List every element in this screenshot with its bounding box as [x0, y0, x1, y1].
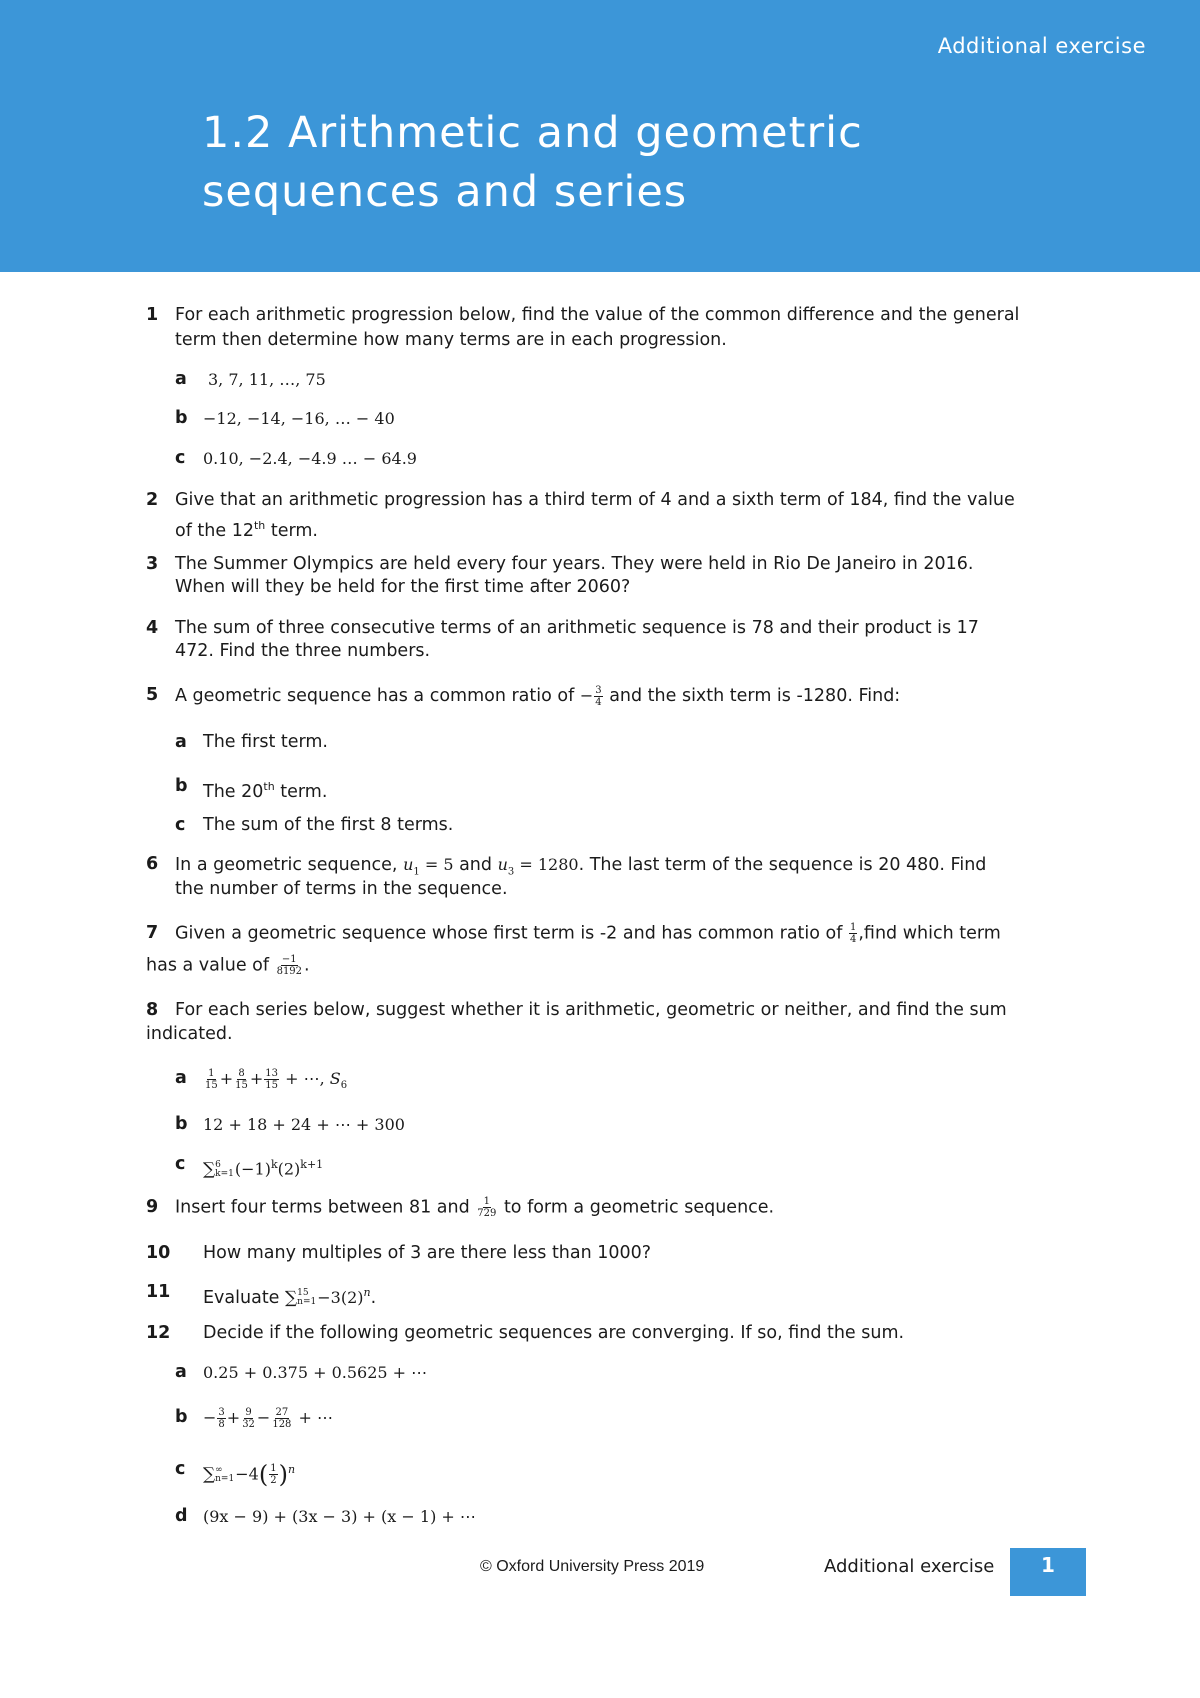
part-label: c: [175, 1459, 186, 1479]
question-number: 7: [146, 923, 159, 943]
math-variable: u: [497, 855, 508, 874]
part-label: a: [175, 732, 187, 752]
math-paren: (: [258, 1460, 269, 1489]
subscript: 6: [340, 1080, 348, 1092]
part-math: 12 + 18 + 24 + ⋯ + 300: [203, 1115, 405, 1134]
fraction-denominator: 4: [595, 696, 602, 708]
fraction: [476, 1196, 497, 1219]
part-label: c: [175, 815, 186, 835]
question-text: For each series below, suggest whether it is arithmetic, geometric or neither, and find the sum: [175, 1000, 1007, 1020]
fraction-numerator: 1: [849, 922, 857, 933]
text-run: term.: [274, 781, 328, 802]
math-run: + ⋯,: [280, 1069, 330, 1088]
fraction-denominator: 8: [218, 1419, 225, 1430]
fraction-numerator: 9: [245, 1407, 252, 1418]
part-math: [203, 1406, 333, 1430]
fraction: [271, 1407, 292, 1430]
part-label: a: [175, 1068, 187, 1088]
question-text: For each arithmetic progression below, find the value of the common difference and the general: [175, 305, 1020, 325]
math-operator: −: [256, 1408, 271, 1427]
question-text: When will they be held for the first time after 2060?: [175, 577, 631, 597]
part-label: b: [175, 408, 188, 428]
question-number: 5: [146, 685, 159, 705]
question-text: [175, 1196, 774, 1220]
sum-upper-limit: ∞: [215, 1464, 223, 1475]
question-text: [203, 1281, 376, 1310]
text-run: A geometric sequence has a common ratio of: [175, 686, 580, 706]
text-run: ,find which term: [858, 923, 1001, 944]
fraction-denominator: 8192: [276, 966, 303, 977]
fraction: [241, 1407, 256, 1430]
fraction: [264, 1068, 279, 1091]
fraction-denominator: 729: [477, 1208, 497, 1219]
question-text: indicated.: [146, 1024, 233, 1044]
math-run: + ⋯: [293, 1408, 333, 1427]
part-label: b: [175, 1114, 188, 1134]
text-run: In a geometric sequence,: [175, 855, 404, 875]
fraction-denominator: 32: [242, 1419, 255, 1430]
sum-limits: [215, 1161, 234, 1179]
part-text: The first term.: [203, 732, 328, 752]
superscript: n: [287, 1463, 296, 1476]
fraction: [594, 685, 602, 708]
fraction: [234, 1068, 249, 1091]
part-math: (9x − 9) + (3x − 3) + (x − 1) + ⋯: [203, 1507, 476, 1526]
part-math: [203, 1067, 347, 1097]
question-text: [175, 514, 318, 543]
part-math: [203, 1153, 323, 1181]
fraction-numerator: 1: [483, 1196, 491, 1207]
question-text: How many multiples of 3 are there less than 1000?: [203, 1243, 652, 1263]
fraction-denominator: 15: [205, 1080, 218, 1091]
fraction-denominator: 2: [270, 1475, 277, 1487]
header-banner: [0, 0, 1200, 272]
part-label: b: [175, 1407, 188, 1427]
math-operator: −: [203, 1408, 217, 1427]
part-label: c: [175, 448, 186, 468]
question-number: 9: [146, 1197, 159, 1217]
footer-label: Additional exercise: [824, 1556, 995, 1577]
fraction: [217, 1407, 225, 1430]
math-variable: u: [403, 855, 414, 874]
math-operator: +: [249, 1069, 264, 1088]
sigma-symbol: ∑: [203, 1464, 216, 1485]
math-run: = 1280: [514, 855, 579, 874]
math-run: −4: [235, 1464, 259, 1484]
part-math: [203, 1458, 296, 1489]
question-text: [146, 954, 310, 978]
part-text: [203, 775, 327, 804]
part-text: The sum of the first 8 terms.: [203, 815, 454, 835]
question-number: 8: [146, 1000, 159, 1020]
question-text: Decide if the following geometric sequences are converging. If so, find the sum.: [203, 1323, 905, 1343]
part-label: c: [175, 1154, 186, 1174]
question-text: 472. Find the three numbers.: [175, 641, 431, 661]
fraction-denominator: 4: [849, 934, 857, 945]
question-number: 12: [146, 1323, 171, 1343]
fraction: [276, 954, 303, 977]
math-operator: +: [226, 1408, 241, 1427]
sigma-symbol: ∑: [285, 1287, 298, 1308]
question-number: 10: [146, 1243, 171, 1263]
text-run: has a value of: [146, 955, 275, 976]
fraction-numerator: 13: [265, 1068, 279, 1079]
part-math: −12, −14, −16, … − 40: [203, 409, 395, 428]
question-text: the number of terms in the sequence.: [175, 879, 508, 899]
page-number: 1: [1010, 1548, 1086, 1596]
superscript: th: [263, 780, 275, 793]
question-number: 11: [146, 1282, 171, 1302]
fraction-numerator: −1: [281, 954, 297, 965]
math-paren: ): [278, 1460, 288, 1489]
sum-upper-limit: 6: [215, 1159, 221, 1170]
math-run: (2): [277, 1159, 301, 1179]
text-run: Evaluate: [203, 1287, 286, 1308]
part-label: a: [175, 1362, 187, 1382]
question-text: [175, 684, 900, 708]
fraction: [204, 1068, 219, 1091]
math-run: (−1): [234, 1159, 271, 1179]
fraction-denominator: 15: [265, 1080, 279, 1091]
question-text: The sum of three consecutive terms of an arithmetic sequence is 78 and their product is 17: [175, 618, 979, 638]
question-number: 4: [146, 618, 159, 638]
sum-limits: [297, 1289, 316, 1307]
question-number: 2: [146, 490, 159, 510]
math-run: = 5: [419, 855, 454, 874]
part-math: 3, 7, 11, …, 75: [208, 370, 326, 389]
part-math: 0.10, −2.4, −4.9 … − 64.9: [203, 449, 417, 468]
text-run: The 20: [203, 781, 264, 802]
text-run: .: [304, 955, 310, 976]
page-title: 1.2 Arithmetic and geometric sequences and series: [202, 108, 863, 217]
question-text: term then determine how many terms are in each progression.: [175, 330, 727, 350]
superscript: th: [253, 519, 266, 532]
question-number: 3: [146, 554, 159, 574]
math-variable: S: [329, 1069, 341, 1088]
question-number: 6: [146, 854, 159, 874]
fraction-numerator: 1: [208, 1068, 215, 1079]
fraction-numerator: 8: [238, 1068, 245, 1079]
subscript: 1: [413, 866, 420, 878]
superscript: k+1: [300, 1158, 324, 1171]
sum-limits: [215, 1466, 234, 1484]
footer-copyright: © Oxford University Press 2019: [480, 1558, 705, 1575]
math-sign: −: [579, 686, 594, 705]
text-run: of the 12: [175, 520, 254, 541]
header-label: Additional exercise: [937, 34, 1146, 58]
subscript: 3: [507, 866, 515, 878]
fraction: [269, 1463, 277, 1486]
fraction-numerator: 27: [275, 1407, 289, 1418]
math-operator: +: [219, 1069, 234, 1088]
fraction: [849, 922, 857, 945]
sum-lower-limit: n=1: [297, 1296, 317, 1307]
part-math: 0.25 + 0.375 + 0.5625 + ⋯: [203, 1363, 428, 1382]
fraction-numerator: 1: [270, 1463, 277, 1475]
part-label: b: [175, 776, 188, 796]
sum-lower-limit: k=1: [215, 1168, 234, 1179]
question-number: 1: [146, 305, 159, 325]
fraction-numerator: 3: [218, 1407, 225, 1418]
fraction-denominator: 15: [235, 1080, 248, 1091]
text-run: and the sixth term is -1280. Find:: [603, 686, 901, 706]
text-run: term.: [265, 520, 318, 541]
fraction-denominator: 128: [272, 1419, 292, 1430]
part-label: d: [175, 1506, 188, 1526]
question-text: Give that an arithmetic progression has a third term of 4 and a sixth term of 184, find the value: [175, 490, 1015, 510]
sum-upper-limit: 15: [297, 1287, 309, 1298]
fraction-numerator: 3: [595, 684, 602, 696]
question-text: The Summer Olympics are held every four years. They were held in Rio De Janeiro in 2016.: [175, 554, 974, 574]
sum-lower-limit: n=1: [215, 1473, 235, 1484]
text-run: .: [370, 1287, 377, 1308]
text-run: Given a geometric sequence whose first term is -2 and has common ratio of: [175, 923, 848, 944]
text-run: and: [453, 855, 498, 875]
superscript: k: [270, 1158, 278, 1171]
part-label: a: [175, 369, 187, 389]
superscript: n: [363, 1286, 371, 1299]
text-run: Insert four terms between 81 and: [175, 1197, 476, 1218]
sigma-symbol: ∑: [203, 1159, 216, 1180]
math-run: −3(2): [317, 1287, 364, 1307]
text-run: to form a geometric sequence.: [498, 1197, 775, 1218]
text-run: . The last term of the sequence is 20 480. Find: [578, 855, 987, 875]
question-text: [175, 922, 1001, 946]
